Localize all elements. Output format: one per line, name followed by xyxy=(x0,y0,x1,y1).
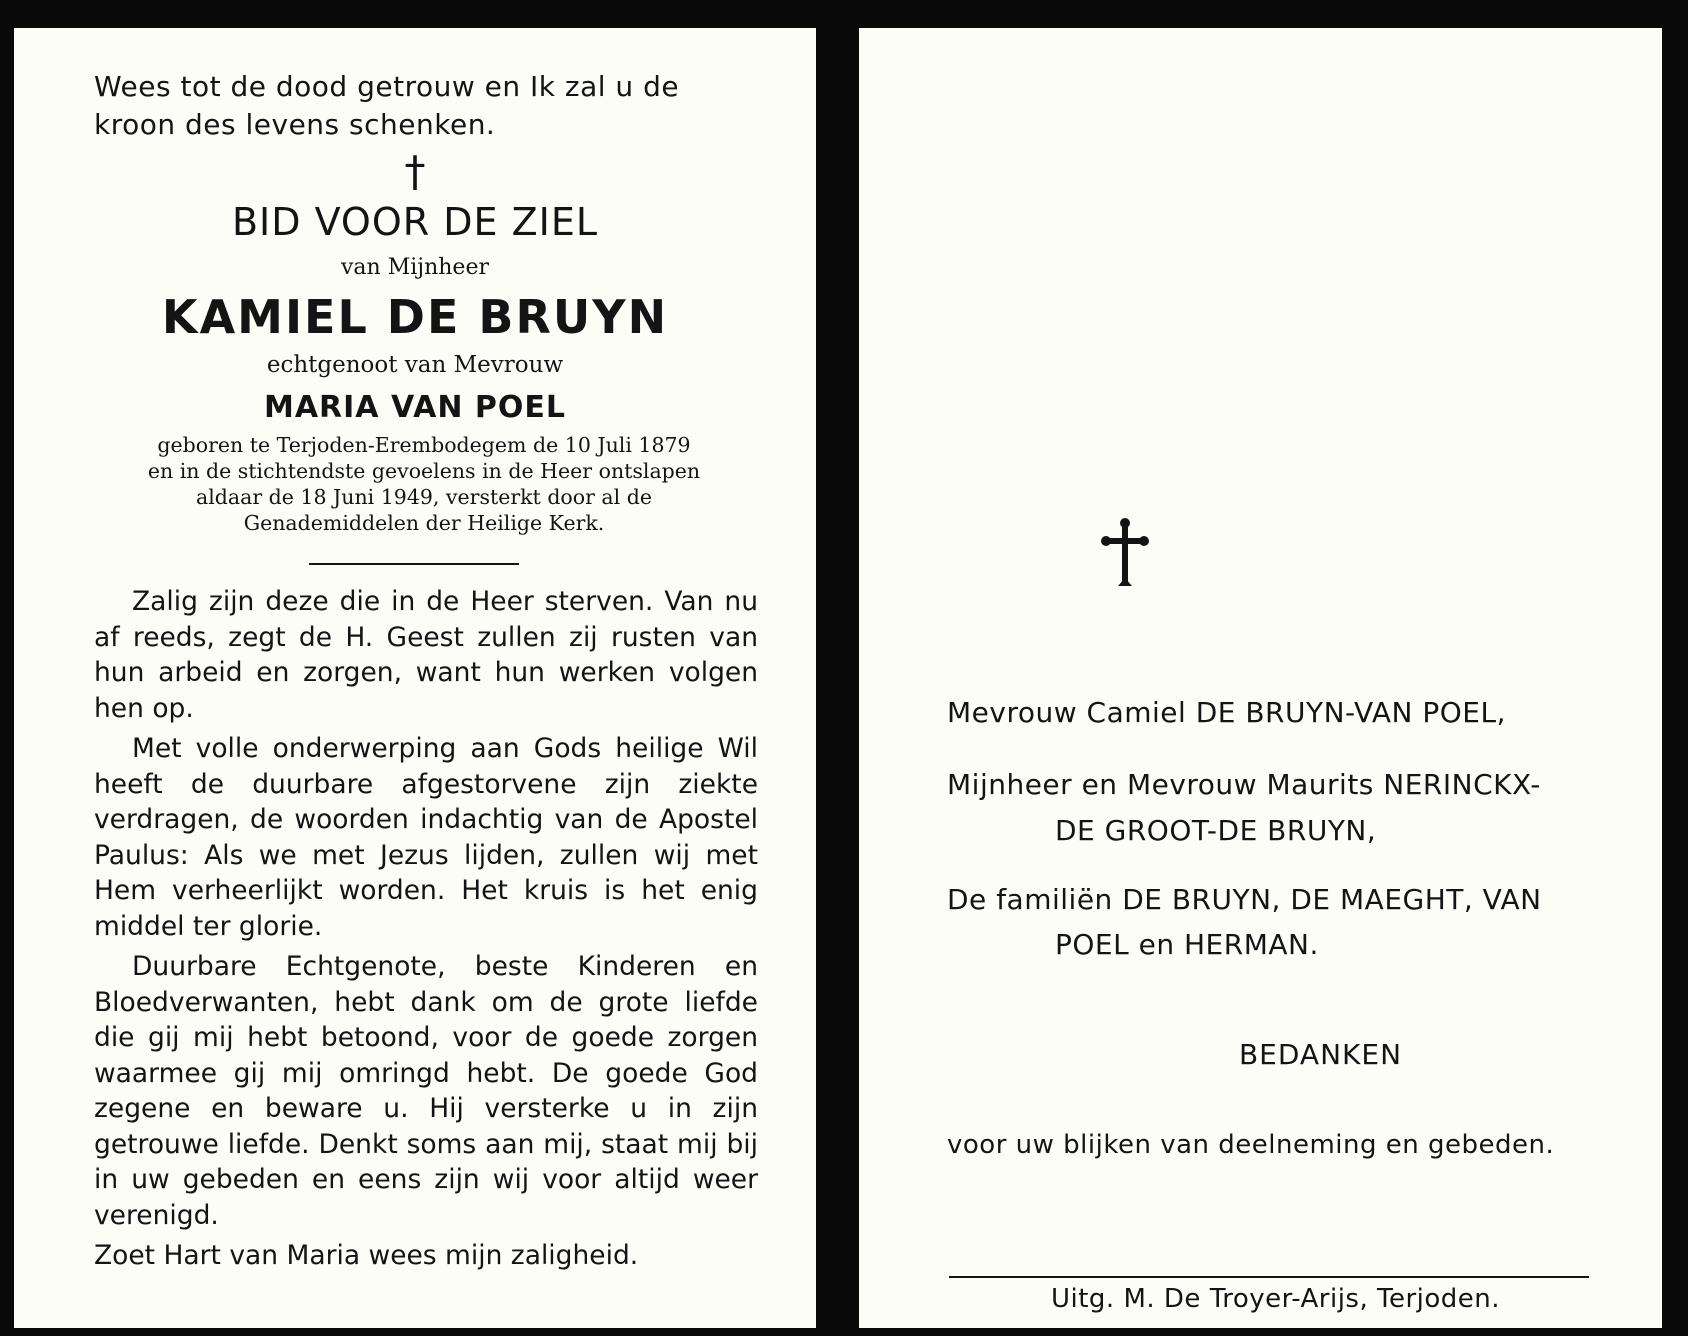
paragraph: Zoet Hart van Maria wees mijn zaligheid. xyxy=(94,1240,639,1271)
family-line: POEL en HERMAN. xyxy=(1055,928,1319,961)
cross-icon xyxy=(1101,518,1149,588)
dates-line: aldaar de 18 Juni 1949, versterkt door al de xyxy=(196,485,652,509)
paragraph: Duurbare Echtgenote, beste Kinderen en Bloedverwanten, hebt dank om de grote liefde die gij mij hebt betoond, voor de goede zorgen waarmee gij mij omringd hebt. De goede God zegene en beware u. Hij versterke u in zijn getrouwe liefde. Denkt soms aan mij, staat mij bij in uw gebeden en eens zijn wij voor altijd weer verenigd. xyxy=(94,951,758,1231)
van-label: van Mijnheer xyxy=(341,255,489,280)
prayer-text xyxy=(94,584,758,1279)
thanks-heading: BEDANKEN xyxy=(1238,1038,1403,1071)
prayer-card-front xyxy=(14,28,816,1328)
bible-motto: Wees tot de dood getrouw en Ik zal u de kroon des levens schenken. xyxy=(94,70,680,141)
spouse-name: MARIA VAN POEL xyxy=(263,390,567,425)
cross-icon: † xyxy=(404,147,426,196)
family-line: Mevrouw Camiel DE BRUYN-VAN POEL, xyxy=(947,696,1506,729)
divider xyxy=(309,563,519,565)
dates-line: en in de stichtendste gevoelens in de Heer ontslapen xyxy=(147,459,701,483)
family-line: DE GROOT-DE BRUYN, xyxy=(1055,814,1377,847)
family-line: Mijnheer en Mevrouw Maurits NERINCKX- xyxy=(947,768,1541,801)
deceased-name: KAMIEL DE BRUYN xyxy=(161,290,669,344)
spouse-label: echtgenoot van Mevrouw xyxy=(266,352,564,378)
family-line: De familiën DE BRUYN, DE MAEGHT, VAN xyxy=(947,883,1542,916)
paragraph: Met volle onderwerping aan Gods heilige Wil heeft de duurbare afgestorvene zijn ziekte verdragen, de woorden indachtig van de Apostel Paulus: Als we met Jezus lijden, zullen wij met Hem verheerlijkt worden. Het kruis is het enig middel ter glorie. xyxy=(94,733,758,942)
paragraph: Zalig zijn deze die in de Heer sterven. Van nu af reeds, zegt de H. Geest zullen zij rusten van hun arbeid en zorgen, want hun werken volgen hen op. xyxy=(94,586,758,724)
publisher-line: Uitg. M. De Troyer-Arijs, Terjoden. xyxy=(1050,1284,1501,1314)
divider xyxy=(949,1276,1589,1278)
card-title: BID VOOR DE ZIEL xyxy=(231,200,598,244)
prayer-card-back xyxy=(859,28,1662,1328)
dates-line: geboren te Terjoden-Erembodegem de 10 Juli 1879 xyxy=(157,433,691,457)
dates-line: Genademiddelen der Heilige Kerk. xyxy=(243,511,605,535)
life-dates xyxy=(92,432,756,536)
closing-text: voor uw blijken van deelneming en gebeden. xyxy=(947,1130,1555,1160)
